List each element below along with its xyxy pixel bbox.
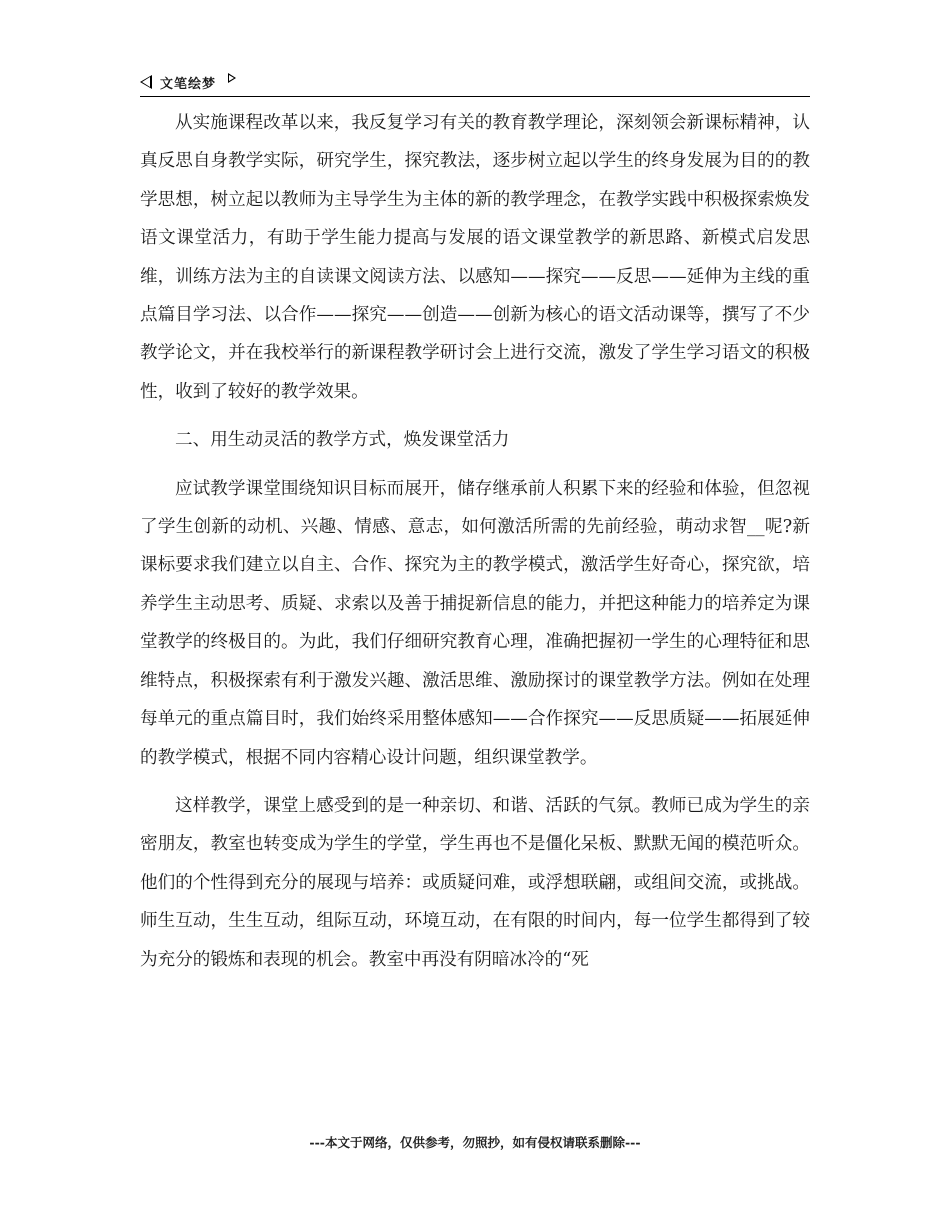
triangle-left-icon	[140, 75, 152, 89]
paragraph-classroom-atmosphere: 这样教学，课堂上感受到的是一种亲切、和谐、活跃的气氛。教师已成为学生的亲密朋友，教室也转变成为学生的学堂，学生再也不是僵化呆板、默默无闻的模范听众。他们的个性得到充分的展现与培养：或质疑问难，或浮想联翩，或组间交流，或挑战。师生互动，生生互动，组际互动，环境互动，在有限的时间内，每一位学生都得到了较为充分的锻炼和表现的机会。教室中再没有阴暗冰冷的“死	[140, 795, 810, 970]
document-body	[140, 104, 810, 979]
paragraph-intro: 从实施课程改革以来，我反复学习有关的教育教学理论，深刻领会新课标精神，认真反思自身教学实际，研究学生，探究教法，逐步树立起以学生的终身发展为目的的教学思想，树立起以教师为主导学生为主体的新的教学理念，在教学实践中积极探索焕发语文课堂活力，有助于学生能力提高与发展的语文课堂教学的新思路、新模式启发思维，训练方法为主的自读课文阅读方法、以感知——探究——反思——延伸为主线的重点篇目学习法、以合作——探究——创造——创新为核心的语文活动课等，撰写了不少教学论文，并在我校举行的新课程教学研讨会上进行交流，激发了学生学习语文的积极性，收到了较好的教学效果。	[140, 113, 810, 402]
paragraph-teaching-method: 应试教学课堂围绕知识目标而展开，储存继承前人积累下来的经验和体验，但忽视了学生创新的动机、兴趣、情感、意志，如何激活所需的先前经验，萌动求智__呢?新课标要求我们建立以自主、合作、探究为主的教学模式，激活学生好奇心，探究欲，培养学生主动思考、质疑、求索以及善于捕捉新信息的能力，并把这种能力的培养定为课堂教学的终极目的。为此，我们仔细研究教育心理，准确把握初一学生的心理特征和思维特点，积极探索有利于激发兴趣、激活思维、激励探讨的课堂教学方法。例如在处理每单元的重点篇目时，我们始终采用整体感知——合作探究——反思质疑——拓展延伸的教学模式，根据不同内容精心设计问题，组织课堂教学。	[140, 478, 810, 768]
section-heading: 二、用生动灵活的教学方式，焕发课堂活力	[175, 430, 510, 451]
page-footer-disclaimer: ---本文于网络，仅供参考，勿照抄，如有侵权请联系删除---	[309, 1135, 641, 1150]
triangle-right-icon	[228, 73, 236, 83]
header-brand: 文笔绘梦	[160, 76, 217, 92]
page-header	[140, 68, 810, 96]
header-divider	[140, 96, 810, 97]
